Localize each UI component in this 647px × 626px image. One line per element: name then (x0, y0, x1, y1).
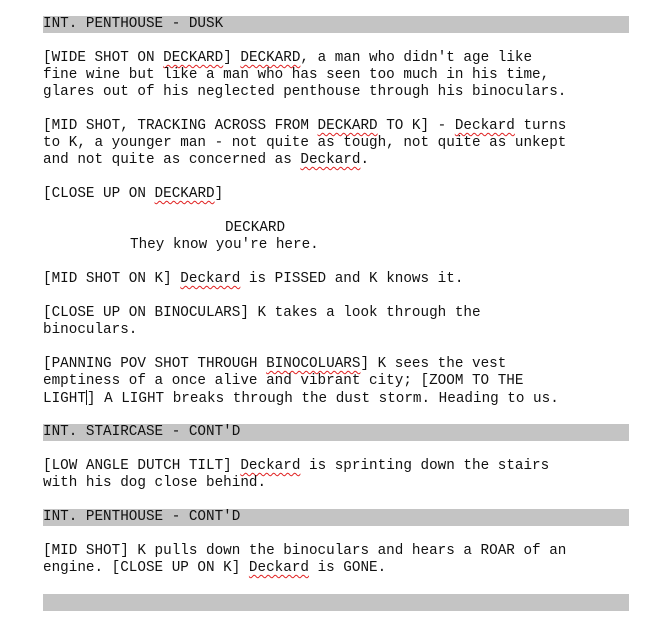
blank-line (43, 101, 629, 118)
misspelled-word[interactable]: Deckard (180, 271, 241, 287)
misspelled-word[interactable]: DECKARD (163, 50, 224, 66)
misspelled-word[interactable]: Deckard (248, 560, 309, 576)
blank-line (43, 288, 629, 305)
blank-line (43, 339, 629, 356)
blank-line (43, 33, 629, 50)
action-line: [CLOSE UP ON DECKARD] (43, 186, 224, 202)
blank-line (43, 407, 629, 424)
text-cursor (86, 390, 87, 405)
action-line: [MID SHOT] K pulls down the binoculars and hears a ROAR of an (43, 543, 567, 559)
blank-line (43, 577, 629, 594)
action-line: [PANNING POV SHOT THROUGH BINOCOLUARS] K sees the vest (43, 356, 507, 372)
scene-heading: INT. PENTHOUSE - CONT'D (43, 509, 629, 526)
action-line: [WIDE SHOT ON DECKARD] DECKARD, a man who didn't age like (43, 50, 533, 66)
dialogue-line: They know you're here. (130, 237, 319, 253)
action-line: engine. [CLOSE UP ON K] Deckard is GONE. (43, 560, 387, 576)
screenplay-document[interactable] (43, 16, 629, 611)
character-name: DECKARD (225, 220, 286, 236)
action-line: with his dog close behind. (43, 475, 267, 491)
action-line: fine wine but like a man who has seen too much in his time, (43, 67, 550, 83)
blank-line (43, 169, 629, 186)
misspelled-word[interactable]: DECKARD (154, 186, 215, 202)
scene-heading: INT. PENTHOUSE - DUSK (43, 16, 629, 33)
misspelled-word[interactable]: BINOCOLUARS (266, 356, 361, 372)
action-line: glares out of his neglected penthouse through his binoculars. (43, 84, 567, 100)
blank-line (43, 203, 629, 220)
action-line: [LOW ANGLE DUTCH TILT] Deckard is sprinting down the stairs (43, 458, 550, 474)
blank-line (43, 492, 629, 509)
action-line: [MID SHOT, TRACKING ACROSS FROM DECKARD TO K] - Deckard turns (43, 118, 567, 134)
blank-line (43, 526, 629, 543)
misspelled-word[interactable]: Deckard (454, 118, 515, 134)
blank-line (43, 254, 629, 271)
misspelled-word[interactable]: DECKARD (317, 118, 378, 134)
blank-line (43, 441, 629, 458)
action-line: binoculars. (43, 322, 138, 338)
action-line: LIGHT] A LIGHT breaks through the dust storm. Heading to us. (43, 391, 559, 407)
misspelled-word[interactable]: DECKARD (240, 50, 301, 66)
action-line: [CLOSE UP ON BINOCULARS] K takes a look through the (43, 305, 481, 321)
misspelled-word[interactable]: Deckard (300, 152, 361, 168)
scene-heading: INT. STAIRCASE - CONT'D (43, 424, 629, 441)
action-line: to K, a younger man - not quite as tough, not quite as unkept (43, 135, 567, 151)
action-line: [MID SHOT ON K] Deckard is PISSED and K knows it. (43, 271, 464, 287)
action-line: and not quite as concerned as Deckard. (43, 152, 370, 168)
misspelled-word[interactable]: Deckard (240, 458, 301, 474)
action-line: emptiness of a once alive and vibrant city; [ZOOM TO THE (43, 373, 524, 389)
scene-heading-empty (43, 594, 629, 611)
